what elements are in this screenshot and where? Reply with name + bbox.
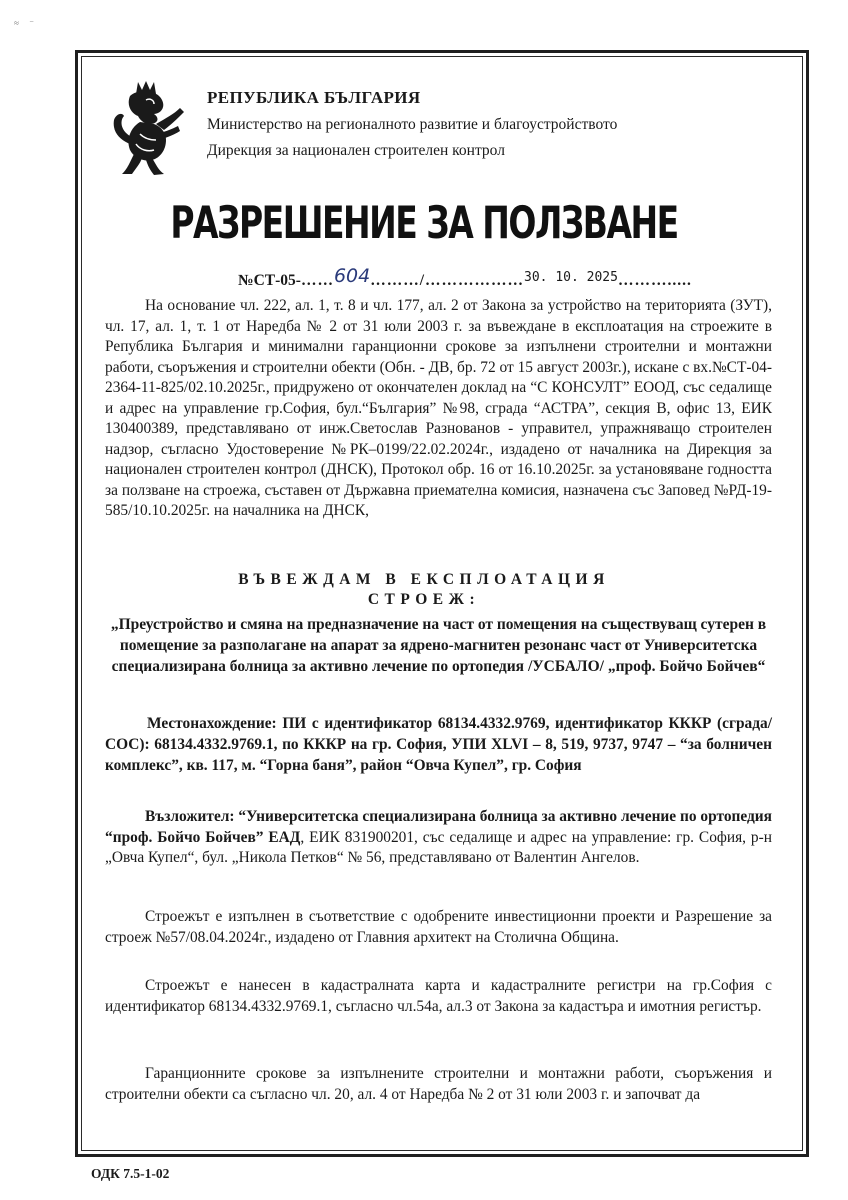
owner-name: Възложител: “Университетска специализирана болница за активно лечение по ортопедия “проф. Бойчо Бойчев” ЕАД <box>105 808 772 846</box>
document-title: РАЗРЕШЕНИЕ ЗА ПОЛЗВАНЕ <box>170 196 678 249</box>
section-heading-commission: ВЪВЕЖДАМ В ЕКСПЛОАТАЦИЯ <box>238 571 610 588</box>
owner-paragraph <box>105 807 772 869</box>
basis-paragraph: На основание чл. 222, ал. 1, т. 8 и чл. 177, ал. 2 от Закона за устройство на територията (ЗУТ), чл. 17, ал. 1, т. 1 от Наредба № 2 от 31 юли 2003 г. за въвеждане в експлоатация на строежите в Република България и минимални гаранционни срокове за изпълнени строителни и монтажни работи, съоръжения и строителни обекти (Обн. - ДВ, бр. 72 от 15 август 2003г.), искане с вх.№СТ-04-2364-11-825/02.10.2025г., придружено от окончателен доклад на “С КОНСУЛТ” ЕООД, със седалище и адрес на управление гр.София, бул.“България” №98, сграда “АСТРА”, секция В, офис 13, ЕИК 130400389, представлявано от инж.Светослав Разнованов - управител, упражняващо строителен надзор, съгласно Удостоверение №РК–0199/22.02.2024г., издадено от началника на Дирекция за национален строителен контрол (ДНСК), Протокол обр. 16 от 16.10.2025г. за установяване годността за ползване на строежа, съставен от Държавна приемателна комисия, назначена със Заповед №РД-19-585/10.10.2025г. на началника на ДНСК, <box>105 297 772 519</box>
header-ministry: Министерство на регионалното развитие и благоустройството <box>207 116 618 133</box>
number-dots: ………..... <box>617 272 692 289</box>
owner-details: , ЕИК 831900201, със седалище и адрес на управление: гр. София, р-н „Овча Купел“, бул. „Никола Петков“ № 56, представлявано от Валентин Ангелов. <box>105 828 772 866</box>
location-paragraph: Местонахождение: ПИ с идентификатор 68134.4332.9769, идентификатор КККР (сграда/СОС): 68134.4332.9769.1, по КККР на гр. София, УПИ XLVI – 8, 519, 9737, 9747 – “за болничен комплекс”, кв. 117, м. “Горна баня”, район “Овча Купел”, гр. София <box>105 715 772 774</box>
project-name: „Преустройство и смяна на предназначение на част от помещения на съществуващ сутерен в помещение за разполагане на апарат за ядрено-магнитен резонанс част от Университетска специализирана болница за активно лечение по ортопедия /УСБАЛО/ „проф. Бойчо Бойчев“ <box>110 616 767 675</box>
header-country: РЕПУБЛИКА БЪЛГАРИЯ <box>207 88 421 107</box>
section-heading-construction: СТРОЕЖ: <box>367 591 481 608</box>
number-dots: …… <box>300 272 334 289</box>
document-number-line <box>238 265 692 290</box>
number-dots: ………/……………… <box>370 272 525 289</box>
coat-of-arms-lion-icon <box>100 78 192 178</box>
footer-document-code: ОДК 7.5-1-02 <box>91 1166 170 1181</box>
header-directorate: Дирекция за национален строителен контрол <box>207 142 505 159</box>
number-prefix: №СТ-05- <box>238 272 301 289</box>
scan-artifacts: ≈ ⁻ <box>14 18 38 28</box>
handwritten-number: 604 <box>333 265 371 287</box>
cadastre-paragraph: Строежът е нанесен в кадастралната карта и кадастралните регистри на гр.София с идентификатор 68134.4332.9769.1, съгласно чл.54а, ал.3 от Закона за кадастъра и имотния регистър. <box>105 977 772 1015</box>
built-paragraph: Строежът е изпълнен в съответствие с одобрените инвестиционни проекти и Разрешение за строеж №57/08.04.2024г., издадено от Главния архитект на Столична Община. <box>105 908 772 946</box>
date-stamp: 30. 10. 2025 <box>524 270 618 285</box>
guarantee-paragraph: Гаранционните срокове за изпълнените строителни и монтажни работи, съоръжения и строителни обекти са съгласно чл. 20, ал. 4 от Наредба № 2 от 31 юли 2003 г. и започват да <box>105 1065 772 1103</box>
